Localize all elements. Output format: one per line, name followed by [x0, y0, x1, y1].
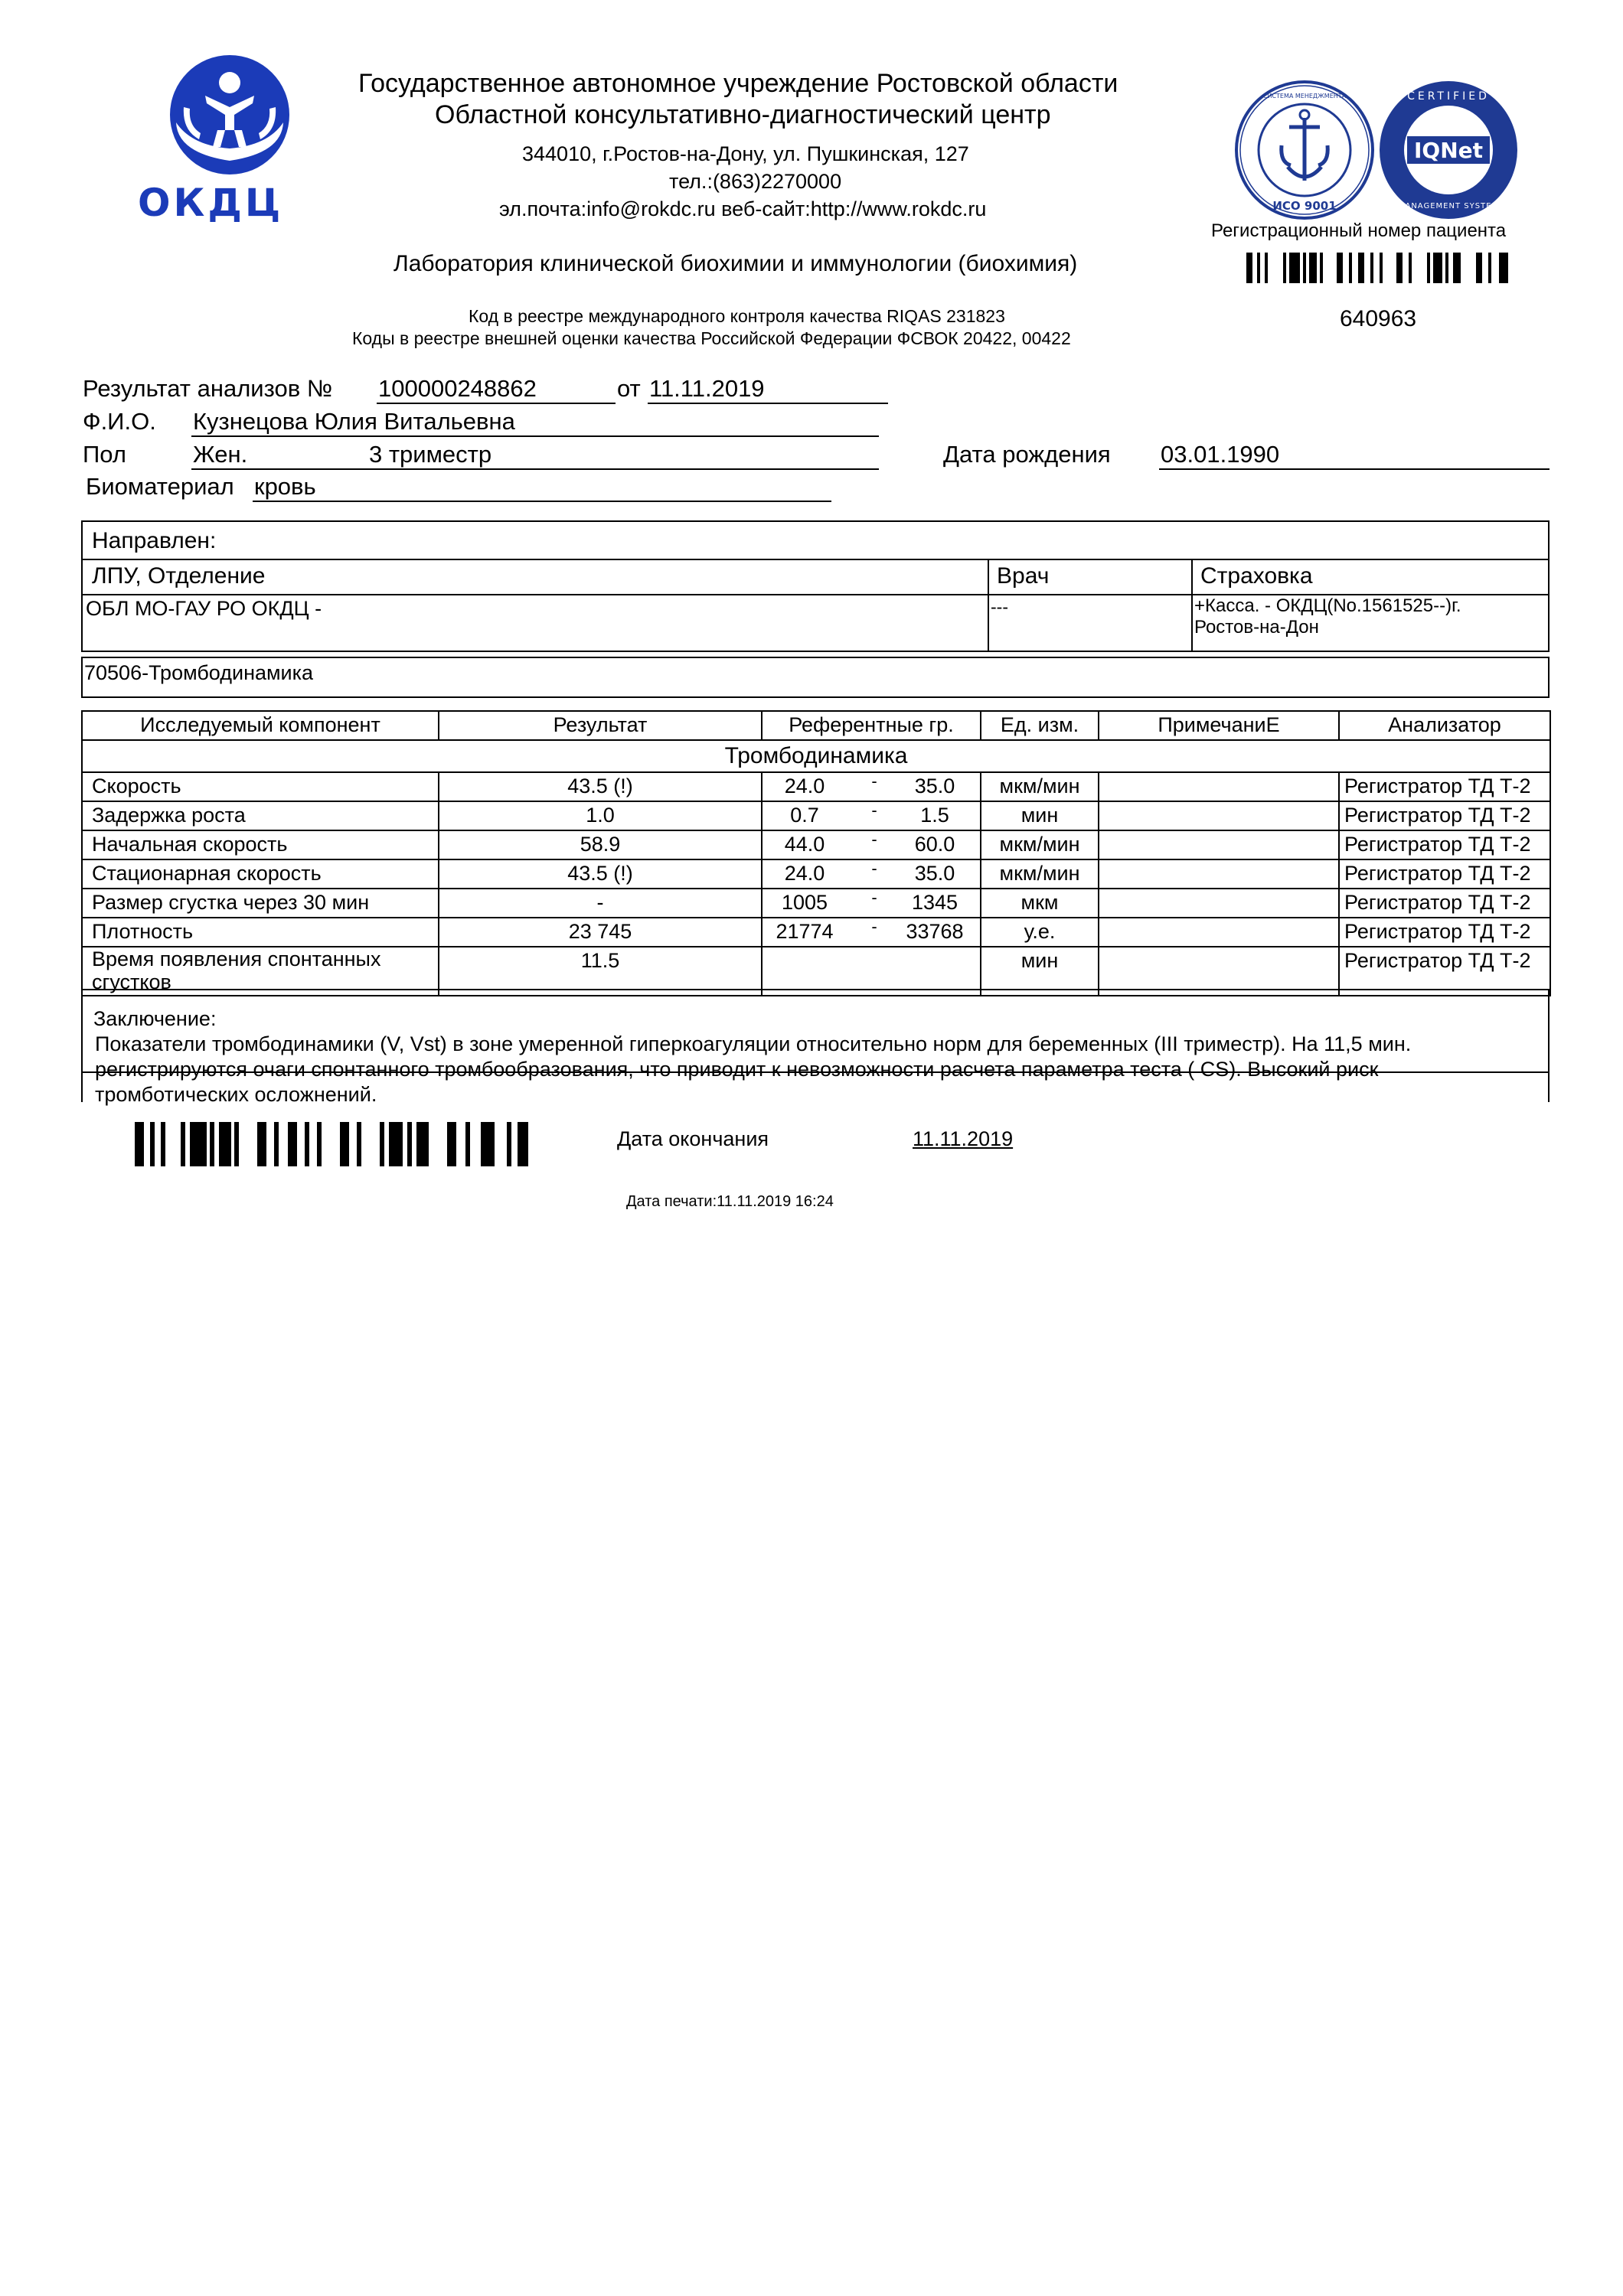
lpu-value: ОБЛ МО-ГАУ РО ОКДЦ - [86, 597, 322, 620]
row-analyzer: Регистратор ТД Т-2 [1339, 772, 1550, 801]
org-name-line1: Государственное автономное учреждение Ростовской области [358, 69, 1118, 98]
biomaterial: кровь [254, 473, 316, 500]
row-component: Время появления спонтанных сгустков [82, 947, 439, 996]
result-number-underline [377, 403, 616, 404]
ref-dash: - [871, 918, 877, 936]
end-date-label: Дата окончания [617, 1127, 769, 1150]
ref-high: 35.0 [914, 775, 955, 797]
row-result: 11.5 [439, 947, 762, 996]
org-name-line2: Областной консультативно-диагностический центр [435, 100, 1051, 129]
test-code-box [81, 657, 1550, 698]
row-reference [762, 859, 981, 889]
print-date: Дата печати:11.11.2019 16:24 [626, 1193, 834, 1210]
row-analyzer: Регистратор ТД Т-2 [1339, 830, 1550, 859]
row-unit: мин [981, 947, 1099, 996]
okdc-logo-icon [138, 54, 322, 176]
logo-text: ОКДЦ [138, 181, 284, 225]
ref-low: 24.0 [784, 775, 825, 797]
row-unit: мкм [981, 889, 1099, 918]
barcode-icon [135, 1122, 530, 1166]
group-title: Тромбодинамика [82, 740, 1550, 772]
reg-number: 640963 [1340, 306, 1417, 331]
row-result: - [439, 889, 762, 918]
iso-9001-seal [1234, 80, 1375, 220]
header-analyzer: Анализатор [1339, 711, 1550, 740]
row-analyzer: Регистратор ТД Т-2 [1339, 801, 1550, 830]
dob-underline [1159, 468, 1550, 470]
row-component: Скорость [82, 772, 439, 801]
row-note [1099, 859, 1339, 889]
svg-text:MANAGEMENT SYSTEM: MANAGEMENT SYSTEM [1397, 202, 1500, 210]
ref-high: 1.5 [920, 804, 949, 827]
header-reference: Референтные гр. [762, 711, 981, 740]
svg-text:ИСО 9001: ИСО 9001 [1272, 199, 1337, 213]
svg-text:IQNet: IQNet [1413, 138, 1484, 163]
ref-dash: - [871, 772, 877, 791]
iqnet-seal [1378, 80, 1519, 220]
row-analyzer: Регистратор ТД Т-2 [1339, 859, 1550, 889]
end-date: 11.11.2019 [913, 1127, 1014, 1150]
conclusion-divider [83, 1071, 1548, 1073]
fio-underline [191, 435, 879, 437]
row-component: Задержка роста [82, 801, 439, 830]
ref-dash: - [871, 830, 877, 849]
row-note [1099, 918, 1339, 947]
referral-box [81, 520, 1550, 652]
col-insurance: Страховка [1200, 563, 1313, 589]
ref-high: 1345 [911, 891, 958, 914]
okdc-logo [138, 54, 322, 230]
table-row [82, 830, 1550, 859]
row-result: 58.9 [439, 830, 762, 859]
ref-high: 35.0 [914, 862, 955, 885]
table-row [82, 772, 1550, 801]
col-lpu: ЛПУ, Отделение [92, 563, 266, 589]
row-note [1099, 889, 1339, 918]
biomaterial-underline [253, 501, 831, 502]
row-analyzer: Регистратор ТД Т-2 [1339, 947, 1550, 996]
dob-label: Дата рождения [943, 441, 1111, 468]
iso-seal-icon [1234, 80, 1375, 220]
lab-name: Лаборатория клинической биохимии и иммунологии (биохимия) [394, 251, 1078, 276]
header-unit: Ед. изм. [981, 711, 1099, 740]
referral-vline-1 [988, 559, 989, 652]
row-unit: мкм/мин [981, 772, 1099, 801]
iqnet-seal-icon [1378, 80, 1519, 220]
fio-label: Ф.И.О. [83, 408, 156, 435]
header-result: Результат [439, 711, 762, 740]
org-contacts: эл.почта:info@rokdc.ru веб-сайт:http://www.rokdc.ru [499, 197, 987, 220]
ref-high: 33768 [906, 920, 964, 943]
barcode-icon [1246, 253, 1516, 283]
row-analyzer: Регистратор ТД Т-2 [1339, 918, 1550, 947]
referral-title: Направлен: [92, 528, 217, 553]
table-row [82, 889, 1550, 918]
ref-low: 44.0 [784, 833, 825, 856]
doctor-value: --- [991, 597, 1008, 617]
ref-low: 1005 [781, 891, 828, 914]
patient-sex: Жен. [193, 441, 248, 468]
row-reference [762, 889, 981, 918]
ref-high: 60.0 [914, 833, 955, 856]
ref-low: 24.0 [784, 862, 825, 885]
row-note [1099, 772, 1339, 801]
from-label: от [617, 375, 641, 402]
row-reference [762, 801, 981, 830]
insurance-value-2: Ростов-на-Дон [1194, 617, 1319, 638]
org-phone: тел.:(863)2270000 [669, 170, 842, 193]
footer-barcode [135, 1122, 530, 1166]
fsvok-codes: Коды в реестре внешней оценки качества Российской Федерации ФСВОК 20422, 00422 [352, 328, 1071, 348]
sex-underline [191, 468, 879, 470]
row-analyzer: Регистратор ТД Т-2 [1339, 889, 1550, 918]
test-code: 70506-Тромбодинамика [84, 661, 314, 684]
table-row [82, 859, 1550, 889]
riqas-code: Код в реестре международного контроля качества RIQAS 231823 [469, 306, 1005, 326]
row-component: Начальная скорость [82, 830, 439, 859]
table-row [82, 801, 1550, 830]
row-reference [762, 830, 981, 859]
row-note [1099, 830, 1339, 859]
row-component: Размер сгустка через 30 мин [82, 889, 439, 918]
header-component: Исследуемый компонент [82, 711, 439, 740]
patient-dob: 03.01.1990 [1161, 441, 1280, 468]
conclusion-text: Показатели тромбодинамики (V, Vst) в зоне умеренной гиперкоагуляции относительно норм для беременных (III триместр). На 11,5 мин. регистрируются очаги спонтанного тромбообразования, что приводит к невозможности расчета параметра теста ( CS). Высокий риск тромботических осложнений. [95, 1032, 1412, 1106]
row-result: 43.5 (!) [439, 859, 762, 889]
results-header-row [82, 711, 1550, 740]
row-result: 1.0 [439, 801, 762, 830]
row-component: Стационарная скорость [82, 859, 439, 889]
ref-low: 0.7 [790, 804, 819, 827]
row-unit: мкм/мин [981, 830, 1099, 859]
row-result: 43.5 (!) [439, 772, 762, 801]
svg-text:СИСТЕМА МЕНЕДЖМЕНТА: СИСТЕМА МЕНЕДЖМЕНТА [1262, 93, 1347, 99]
patient-trimester: 3 триместр [369, 441, 492, 468]
ref-dash: - [871, 801, 877, 820]
ref-dash: - [871, 889, 877, 907]
result-number-label: Результат анализов № [83, 375, 333, 402]
referral-vline-2 [1191, 559, 1193, 652]
ref-low: 21774 [776, 920, 834, 943]
patient-barcode [1246, 253, 1516, 283]
row-unit: мин [981, 801, 1099, 830]
conclusion-label: Заключение: [93, 1007, 217, 1030]
svg-text:CERTIFIED: CERTIFIED [1407, 90, 1490, 103]
sex-label: Пол [83, 441, 126, 468]
date-underline [648, 403, 888, 404]
biomaterial-label: Биоматериал [86, 473, 234, 500]
row-unit: мкм/мин [981, 859, 1099, 889]
referral-divider-1 [83, 559, 1548, 560]
results-table [81, 710, 1551, 996]
reg-number-label: Регистрационный номер пациента [1211, 220, 1507, 241]
result-date: 11.11.2019 [649, 375, 765, 402]
insurance-value-1: +Касса. - ОКДЦ(No.1561525--)г. [1194, 595, 1461, 616]
org-address: 344010, г.Ростов-на-Дону, ул. Пушкинская, 127 [522, 142, 969, 165]
header-note: ПримечаниЕ [1099, 711, 1339, 740]
group-row [82, 740, 1550, 772]
row-unit: у.е. [981, 918, 1099, 947]
ref-dash: - [871, 859, 877, 878]
row-result: 23 745 [439, 918, 762, 947]
result-number: 100000248862 [378, 375, 537, 402]
col-doctor: Врач [997, 563, 1050, 589]
conclusion-box [81, 989, 1550, 1106]
row-reference [762, 918, 981, 947]
row-reference [762, 772, 981, 801]
table-row [82, 918, 1550, 947]
row-component: Плотность [82, 918, 439, 947]
patient-fio: Кузнецова Юлия Витальевна [193, 408, 515, 435]
row-note [1099, 801, 1339, 830]
